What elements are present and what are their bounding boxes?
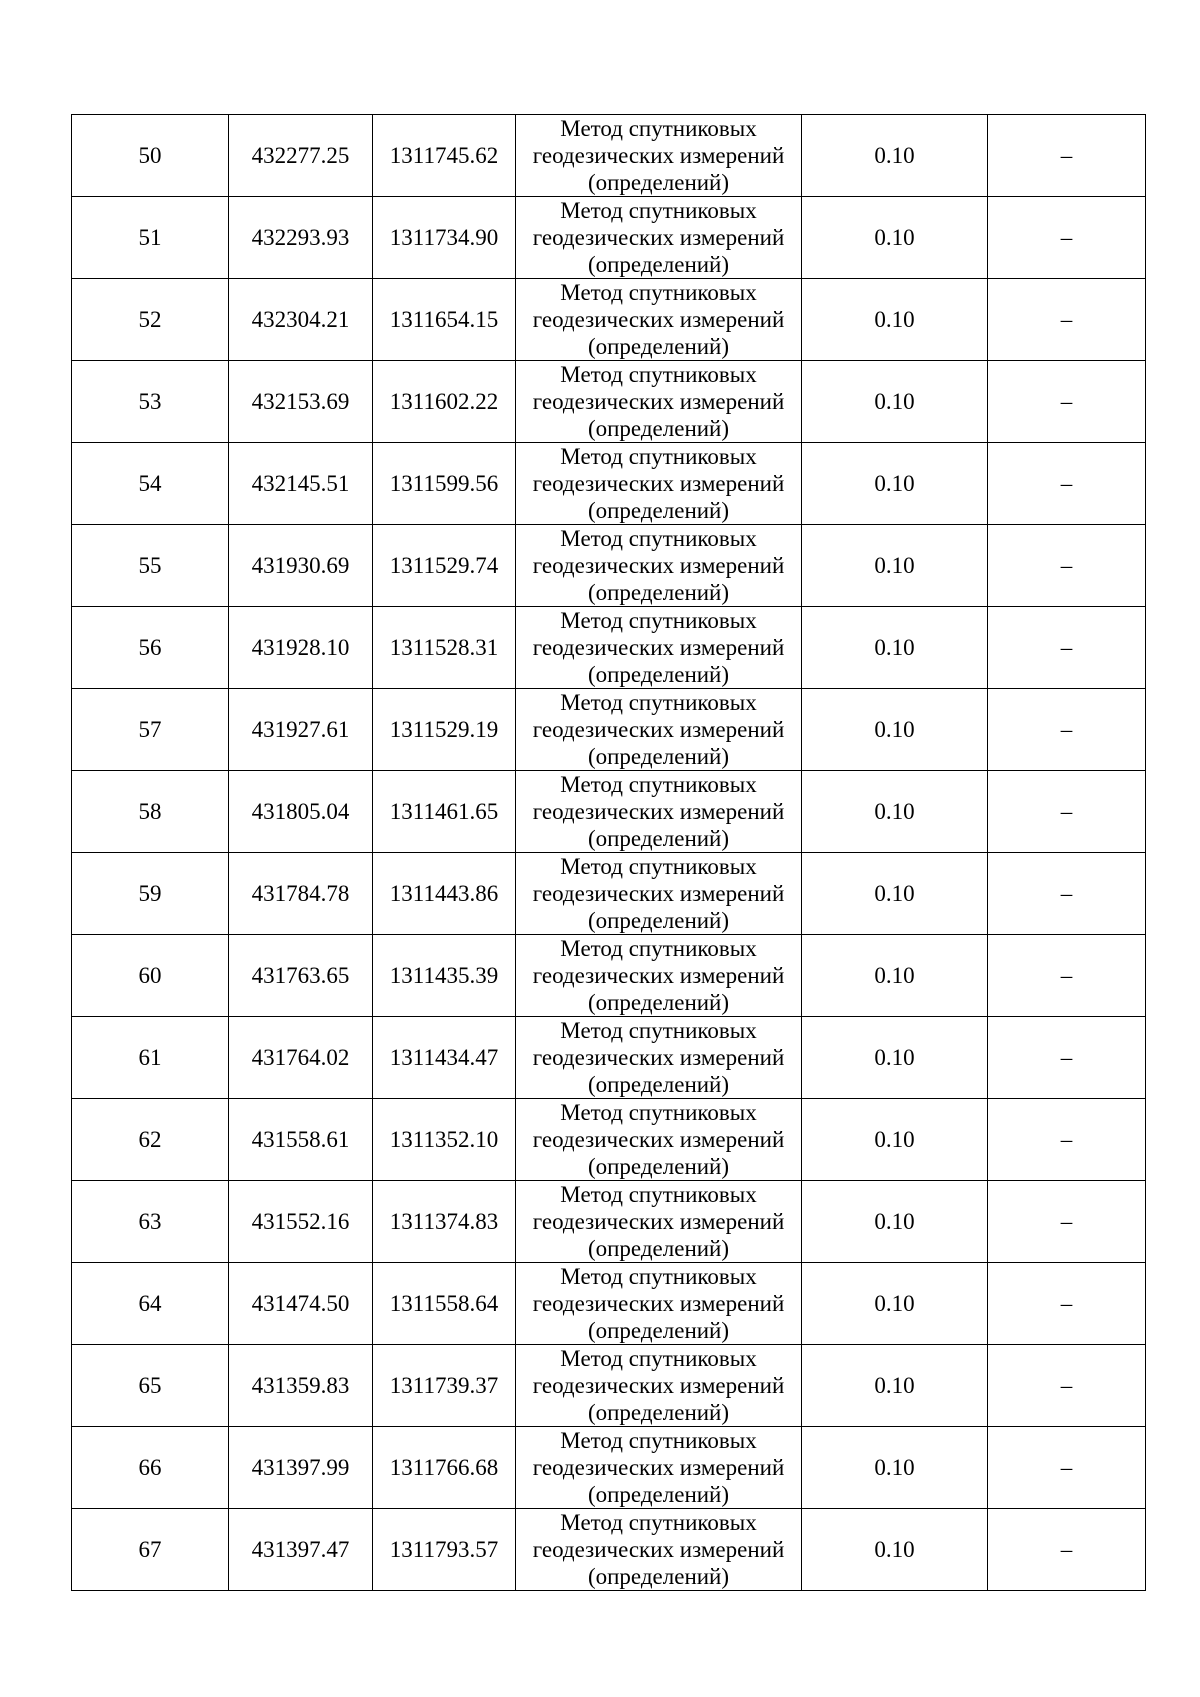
method-line: геодезических измерений bbox=[532, 799, 785, 824]
accuracy-cell: 0.10 bbox=[802, 1345, 988, 1427]
table-row bbox=[72, 1427, 1146, 1509]
method-cell bbox=[516, 443, 802, 525]
method-line: Метод спутниковых bbox=[560, 116, 757, 141]
x-coordinate-cell: 431397.47 bbox=[229, 1509, 373, 1591]
method-cell bbox=[516, 853, 802, 935]
point-number-cell: 60 bbox=[72, 935, 229, 1017]
table-row bbox=[72, 771, 1146, 853]
y-coordinate-cell: 1311739.37 bbox=[373, 1345, 516, 1427]
note-cell: – bbox=[988, 1017, 1146, 1099]
point-number-cell: 65 bbox=[72, 1345, 229, 1427]
table-row bbox=[72, 689, 1146, 771]
table-row bbox=[72, 197, 1146, 279]
table-row bbox=[72, 1099, 1146, 1181]
accuracy-cell: 0.10 bbox=[802, 1181, 988, 1263]
method-line: геодезических измерений bbox=[532, 1045, 785, 1070]
point-number-cell: 53 bbox=[72, 361, 229, 443]
method-line: (определений) bbox=[587, 1318, 730, 1343]
method-cell bbox=[516, 279, 802, 361]
point-number-cell: 55 bbox=[72, 525, 229, 607]
accuracy-cell: 0.10 bbox=[802, 197, 988, 279]
y-coordinate-cell: 1311529.19 bbox=[373, 689, 516, 771]
accuracy-cell: 0.10 bbox=[802, 853, 988, 935]
note-cell: – bbox=[988, 115, 1146, 197]
method-cell bbox=[516, 771, 802, 853]
accuracy-cell: 0.10 bbox=[802, 771, 988, 853]
method-line: Метод спутниковых bbox=[560, 690, 757, 715]
method-cell bbox=[516, 361, 802, 443]
x-coordinate-cell: 431784.78 bbox=[229, 853, 373, 935]
table-row bbox=[72, 935, 1146, 1017]
table-row bbox=[72, 525, 1146, 607]
y-coordinate-cell: 1311434.47 bbox=[373, 1017, 516, 1099]
accuracy-cell: 0.10 bbox=[802, 115, 988, 197]
note-cell: – bbox=[988, 1099, 1146, 1181]
method-line: Метод спутниковых bbox=[560, 198, 757, 223]
point-number-cell: 50 bbox=[72, 115, 229, 197]
method-line: (определений) bbox=[587, 1072, 730, 1097]
accuracy-cell: 0.10 bbox=[802, 443, 988, 525]
point-number-cell: 61 bbox=[72, 1017, 229, 1099]
method-line: геодезических измерений bbox=[532, 307, 785, 332]
note-cell: – bbox=[988, 1345, 1146, 1427]
method-line: (определений) bbox=[587, 1400, 730, 1425]
method-cell bbox=[516, 1509, 802, 1591]
method-line: геодезических измерений bbox=[532, 1455, 785, 1480]
method-line: (определений) bbox=[587, 416, 730, 441]
table-body bbox=[72, 115, 1146, 1591]
method-line: Метод спутниковых bbox=[560, 1182, 757, 1207]
method-line: Метод спутниковых bbox=[560, 608, 757, 633]
y-coordinate-cell: 1311602.22 bbox=[373, 361, 516, 443]
method-line: (определений) bbox=[587, 908, 730, 933]
method-line: Метод спутниковых bbox=[560, 772, 757, 797]
point-number-cell: 54 bbox=[72, 443, 229, 525]
point-number-cell: 64 bbox=[72, 1263, 229, 1345]
note-cell: – bbox=[988, 1263, 1146, 1345]
method-line: (определений) bbox=[587, 580, 730, 605]
point-number-cell: 58 bbox=[72, 771, 229, 853]
method-cell bbox=[516, 1427, 802, 1509]
method-line: Метод спутниковых bbox=[560, 1264, 757, 1289]
method-cell bbox=[516, 197, 802, 279]
y-coordinate-cell: 1311443.86 bbox=[373, 853, 516, 935]
accuracy-cell: 0.10 bbox=[802, 935, 988, 1017]
y-coordinate-cell: 1311734.90 bbox=[373, 197, 516, 279]
method-cell bbox=[516, 525, 802, 607]
y-coordinate-cell: 1311435.39 bbox=[373, 935, 516, 1017]
method-cell bbox=[516, 1099, 802, 1181]
accuracy-cell: 0.10 bbox=[802, 279, 988, 361]
method-line: (определений) bbox=[587, 744, 730, 769]
x-coordinate-cell: 431930.69 bbox=[229, 525, 373, 607]
note-cell: – bbox=[988, 197, 1146, 279]
method-line: геодезических измерений bbox=[532, 471, 785, 496]
y-coordinate-cell: 1311793.57 bbox=[373, 1509, 516, 1591]
x-coordinate-cell: 431397.99 bbox=[229, 1427, 373, 1509]
y-coordinate-cell: 1311766.68 bbox=[373, 1427, 516, 1509]
x-coordinate-cell: 431558.61 bbox=[229, 1099, 373, 1181]
point-number-cell: 51 bbox=[72, 197, 229, 279]
y-coordinate-cell: 1311374.83 bbox=[373, 1181, 516, 1263]
table-row bbox=[72, 1181, 1146, 1263]
method-line: Метод спутниковых bbox=[560, 444, 757, 469]
method-line: (определений) bbox=[587, 826, 730, 851]
x-coordinate-cell: 432145.51 bbox=[229, 443, 373, 525]
accuracy-cell: 0.10 bbox=[802, 1017, 988, 1099]
method-line: Метод спутниковых bbox=[560, 280, 757, 305]
method-line: (определений) bbox=[587, 1564, 730, 1589]
note-cell: – bbox=[988, 771, 1146, 853]
method-cell bbox=[516, 607, 802, 689]
method-line: Метод спутниковых bbox=[560, 1510, 757, 1535]
method-line: (определений) bbox=[587, 1482, 730, 1507]
method-line: геодезических измерений bbox=[532, 1373, 785, 1398]
point-number-cell: 57 bbox=[72, 689, 229, 771]
note-cell: – bbox=[988, 935, 1146, 1017]
y-coordinate-cell: 1311654.15 bbox=[373, 279, 516, 361]
method-line: Метод спутниковых bbox=[560, 1428, 757, 1453]
accuracy-cell: 0.10 bbox=[802, 1099, 988, 1181]
point-number-cell: 59 bbox=[72, 853, 229, 935]
point-number-cell: 62 bbox=[72, 1099, 229, 1181]
accuracy-cell: 0.10 bbox=[802, 607, 988, 689]
method-line: (определений) bbox=[587, 498, 730, 523]
table-row bbox=[72, 853, 1146, 935]
method-line: геодезических измерений bbox=[532, 635, 785, 660]
x-coordinate-cell: 432153.69 bbox=[229, 361, 373, 443]
note-cell: – bbox=[988, 1427, 1146, 1509]
x-coordinate-cell: 432304.21 bbox=[229, 279, 373, 361]
note-cell: – bbox=[988, 525, 1146, 607]
table-row bbox=[72, 443, 1146, 525]
method-line: (определений) bbox=[587, 990, 730, 1015]
x-coordinate-cell: 432277.25 bbox=[229, 115, 373, 197]
method-line: геодезических измерений bbox=[532, 553, 785, 578]
method-line: геодезических измерений bbox=[532, 1537, 785, 1562]
method-line: (определений) bbox=[587, 1236, 730, 1261]
note-cell: – bbox=[988, 853, 1146, 935]
method-line: Метод спутниковых bbox=[560, 1018, 757, 1043]
x-coordinate-cell: 431552.16 bbox=[229, 1181, 373, 1263]
x-coordinate-cell: 431927.61 bbox=[229, 689, 373, 771]
note-cell: – bbox=[988, 607, 1146, 689]
table-row bbox=[72, 1509, 1146, 1591]
method-line: геодезических измерений bbox=[532, 1209, 785, 1234]
accuracy-cell: 0.10 bbox=[802, 525, 988, 607]
method-line: Метод спутниковых bbox=[560, 362, 757, 387]
x-coordinate-cell: 431763.65 bbox=[229, 935, 373, 1017]
x-coordinate-cell: 431928.10 bbox=[229, 607, 373, 689]
point-number-cell: 67 bbox=[72, 1509, 229, 1591]
note-cell: – bbox=[988, 279, 1146, 361]
y-coordinate-cell: 1311528.31 bbox=[373, 607, 516, 689]
method-line: геодезических измерений bbox=[532, 1127, 785, 1152]
accuracy-cell: 0.10 bbox=[802, 361, 988, 443]
method-cell bbox=[516, 689, 802, 771]
table-row bbox=[72, 361, 1146, 443]
method-line: (определений) bbox=[587, 252, 730, 277]
table-row bbox=[72, 279, 1146, 361]
y-coordinate-cell: 1311745.62 bbox=[373, 115, 516, 197]
method-line: (определений) bbox=[587, 662, 730, 687]
x-coordinate-cell: 432293.93 bbox=[229, 197, 373, 279]
method-line: геодезических измерений bbox=[532, 881, 785, 906]
point-number-cell: 52 bbox=[72, 279, 229, 361]
y-coordinate-cell: 1311558.64 bbox=[373, 1263, 516, 1345]
y-coordinate-cell: 1311461.65 bbox=[373, 771, 516, 853]
note-cell: – bbox=[988, 361, 1146, 443]
table-row bbox=[72, 1345, 1146, 1427]
method-line: геодезических измерений bbox=[532, 225, 785, 250]
method-line: геодезических измерений bbox=[532, 963, 785, 988]
point-number-cell: 56 bbox=[72, 607, 229, 689]
method-cell bbox=[516, 1181, 802, 1263]
method-line: геодезических измерений bbox=[532, 717, 785, 742]
y-coordinate-cell: 1311352.10 bbox=[373, 1099, 516, 1181]
method-cell bbox=[516, 935, 802, 1017]
method-line: (определений) bbox=[587, 1154, 730, 1179]
method-line: Метод спутниковых bbox=[560, 936, 757, 961]
method-line: геодезических измерений bbox=[532, 389, 785, 414]
method-cell bbox=[516, 1263, 802, 1345]
method-line: Метод спутниковых bbox=[560, 854, 757, 879]
x-coordinate-cell: 431764.02 bbox=[229, 1017, 373, 1099]
method-cell bbox=[516, 1017, 802, 1099]
y-coordinate-cell: 1311529.74 bbox=[373, 525, 516, 607]
coordinates-table bbox=[71, 114, 1146, 1591]
table-row bbox=[72, 607, 1146, 689]
table-row bbox=[72, 115, 1146, 197]
accuracy-cell: 0.10 bbox=[802, 689, 988, 771]
method-line: (определений) bbox=[587, 334, 730, 359]
note-cell: – bbox=[988, 443, 1146, 525]
x-coordinate-cell: 431474.50 bbox=[229, 1263, 373, 1345]
y-coordinate-cell: 1311599.56 bbox=[373, 443, 516, 525]
point-number-cell: 66 bbox=[72, 1427, 229, 1509]
method-line: геодезических измерений bbox=[532, 143, 785, 168]
table-row bbox=[72, 1263, 1146, 1345]
accuracy-cell: 0.10 bbox=[802, 1263, 988, 1345]
method-line: Метод спутниковых bbox=[560, 526, 757, 551]
note-cell: – bbox=[988, 689, 1146, 771]
note-cell: – bbox=[988, 1509, 1146, 1591]
x-coordinate-cell: 431805.04 bbox=[229, 771, 373, 853]
x-coordinate-cell: 431359.83 bbox=[229, 1345, 373, 1427]
method-line: Метод спутниковых bbox=[560, 1346, 757, 1371]
method-line: (определений) bbox=[587, 170, 730, 195]
method-cell bbox=[516, 1345, 802, 1427]
method-line: Метод спутниковых bbox=[560, 1100, 757, 1125]
point-number-cell: 63 bbox=[72, 1181, 229, 1263]
method-line: геодезических измерений bbox=[532, 1291, 785, 1316]
table-row bbox=[72, 1017, 1146, 1099]
method-cell bbox=[516, 115, 802, 197]
accuracy-cell: 0.10 bbox=[802, 1427, 988, 1509]
accuracy-cell: 0.10 bbox=[802, 1509, 988, 1591]
note-cell: – bbox=[988, 1181, 1146, 1263]
